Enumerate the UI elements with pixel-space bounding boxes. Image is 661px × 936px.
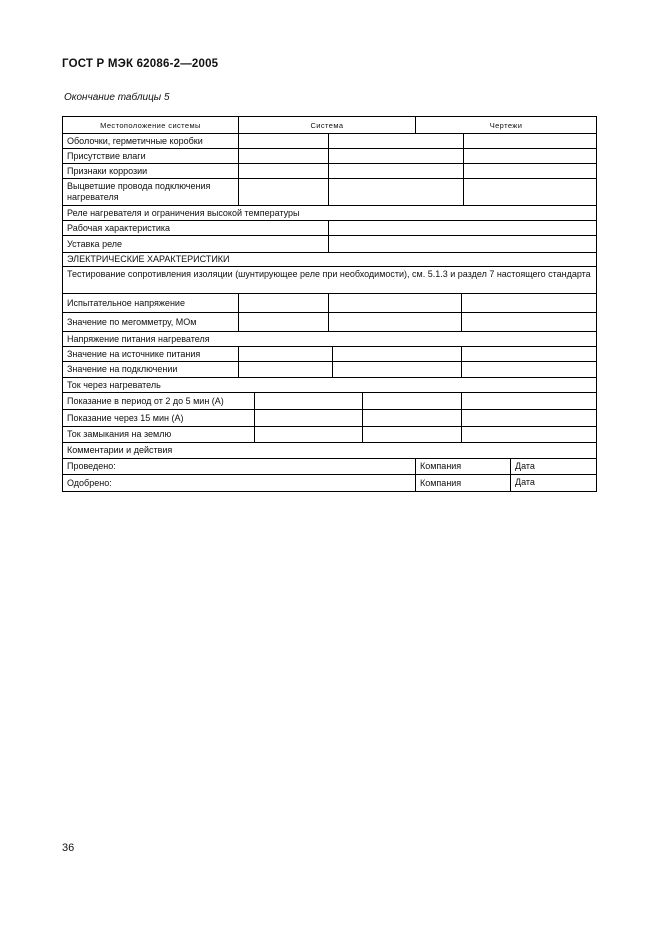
row-label: Присутствие влаги [63,149,239,163]
inspection-table [62,116,597,492]
table-row [63,362,596,378]
table-cell [239,179,329,205]
table-row [63,179,596,206]
row-label: Показание через 15 мин (А) [63,410,255,426]
table-row [63,410,596,427]
table-row [63,459,596,475]
table-row [63,164,596,179]
company-label: Компания [416,459,511,474]
table-row [63,236,596,253]
table-cell [329,313,462,331]
table-cell [329,221,596,235]
table-cell [363,393,462,409]
column-header-system: Система [239,117,416,133]
table-cell [462,393,596,409]
row-label: Ток замыкания на землю [63,427,255,442]
row-label: Значение на источнике питания [63,347,239,361]
table-cell [239,347,333,361]
row-label: Оболочки, герметичные коробки [63,134,239,148]
date-label: Дата [515,477,535,487]
table-cell [462,362,596,377]
column-header-location: Местоположение системы [63,117,239,133]
row-label: Показание в период от 2 до 5 мин (А) [63,393,255,409]
table-cell [464,134,596,148]
table-cell [329,236,596,252]
table-cell [464,149,596,163]
table-cell [462,313,596,331]
table-row [63,427,596,443]
table-row [63,443,596,459]
date-label: Дата [515,461,535,471]
section-label: Комментарии и действия [67,445,173,455]
table-cell [363,427,462,442]
table-cell [255,393,363,409]
row-label: Уставка реле [63,236,329,252]
table-cell [333,362,462,377]
table-cell [333,347,462,361]
table-row [63,332,596,347]
table-cell [462,294,596,312]
table-row [63,313,596,332]
section-label: Ток через нагреватель [67,379,161,390]
row-label: Одобрено: [63,475,416,491]
document-header: ГОСТ Р МЭК 62086-2—2005 [62,58,219,70]
row-label: Испытательное напряжение [63,294,239,312]
section-label: Тестирование сопротивления изоляции (шунтирующее реле при необходимости), см. 5.1.3 и раздел 7 настоящего стандарта [67,269,591,279]
column-header-drawings: Чертежи [489,120,523,130]
table-row [63,253,596,267]
row-label: Выцветшие провода подключения нагревателя [63,179,239,205]
table-caption: Окончание таблицы 5 [64,92,170,103]
table-cell [239,134,329,148]
table-cell [464,179,596,205]
table-cell [329,179,464,205]
table-cell [239,164,329,178]
table-cell [329,134,464,148]
table-cell [462,410,596,426]
section-label: ЭЛЕКТРИЧЕСКИЕ ХАРАКТЕРИСТИКИ [67,254,230,264]
table-row [63,267,596,294]
row-label: Значение на подключении [63,362,239,377]
company-label: Компания [416,475,511,491]
table-cell [255,427,363,442]
table-cell [239,362,333,377]
table-row [63,221,596,236]
table-cell [462,427,596,442]
table-cell [239,313,329,331]
table-cell [239,294,329,312]
table-cell [329,149,464,163]
table-header-row [63,117,596,134]
table-row [63,149,596,164]
section-label: Напряжение питания нагревателя [67,333,210,344]
table-cell [329,164,464,178]
table-row [63,378,596,393]
table-cell [255,410,363,426]
table-row [63,475,596,491]
table-row [63,134,596,149]
table-cell [462,347,596,361]
row-label: Проведено: [63,459,416,474]
row-label: Признаки коррозии [63,164,239,178]
table-row [63,206,596,221]
section-label: Реле нагревателя и ограничения высокой температуры [67,207,300,218]
table-cell [464,164,596,178]
page-number: 36 [62,842,75,854]
table-cell [239,149,329,163]
table-cell [329,294,462,312]
row-label: Рабочая характеристика [63,221,329,235]
table-cell [363,410,462,426]
table-row [63,294,596,313]
table-row [63,347,596,362]
table-row [63,393,596,410]
row-label: Значение по мегомметру, МОм [63,313,239,331]
